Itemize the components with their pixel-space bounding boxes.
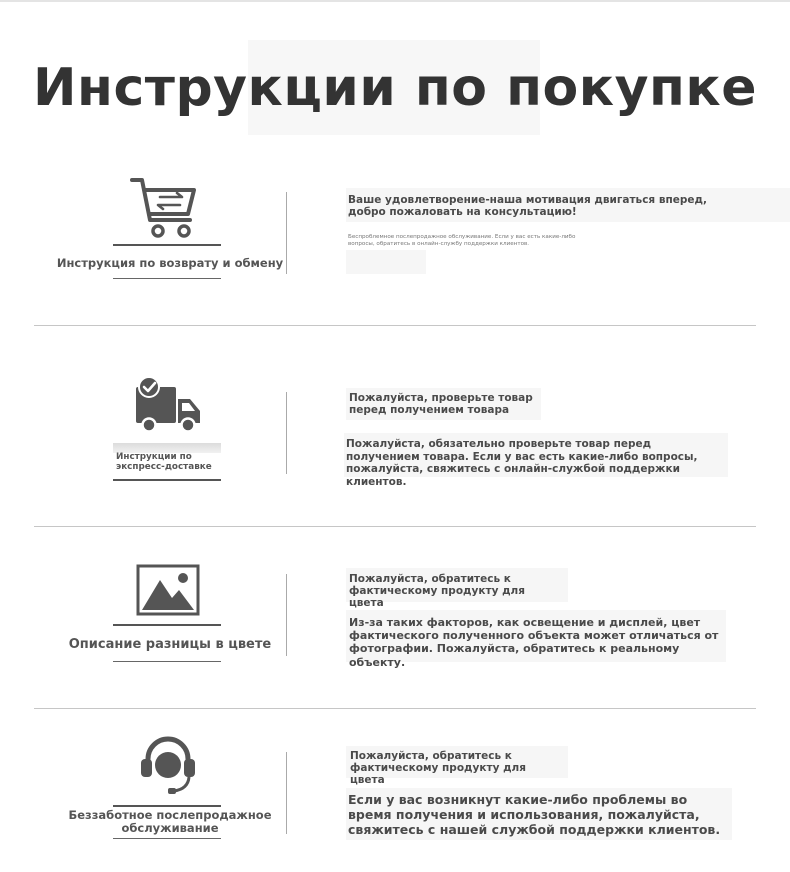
vertical-divider	[286, 192, 287, 274]
section-heading: Пожалуйста, проверьте товар перед получением товара	[349, 392, 533, 417]
page-title: Инструкции по покупке	[33, 58, 757, 118]
vertical-divider	[286, 392, 287, 474]
label-top-rule	[113, 244, 221, 246]
section-body: Беспроблемное послепродажное обслуживание. Если у вас есть какие-либо вопросы, обратитесь в онлайн-службу поддержки клиентов.	[348, 234, 576, 248]
section-label: Инструкция по возврату и обмену	[56, 256, 284, 270]
image-icon	[136, 564, 200, 616]
section-divider	[34, 325, 756, 326]
section-heading: Пожалуйста, обратитесь к фактическому продукту для цвета	[349, 573, 525, 610]
vertical-divider	[286, 574, 287, 656]
shopping-cart-icon	[128, 174, 198, 240]
top-border	[0, 0, 790, 2]
section-body: Пожалуйста, обязательно проверьте товар перед получением товара. Если у вас есть какие-либо вопросы, пожалуйста, свяжитесь с онлайн-службой поддержки клиентов.	[346, 438, 698, 488]
label-bottom-rule	[113, 838, 221, 839]
text-background	[346, 250, 426, 274]
section-divider	[34, 708, 756, 709]
section-label: Описание разницы в цвете	[68, 637, 272, 652]
section-heading: Пожалуйста, обратитесь к фактическому продукту для цвета	[350, 750, 526, 787]
label-top-rule	[113, 624, 221, 626]
section-label: Беззаботное послепродажное обслуживание	[68, 808, 272, 836]
section-divider	[34, 526, 756, 527]
vertical-divider	[286, 752, 287, 834]
label-top-rule	[113, 805, 221, 807]
headset-support-icon	[138, 733, 198, 797]
label-bottom-rule	[113, 278, 221, 279]
section-label: Инструкции по экспресс-доставке	[116, 452, 212, 473]
delivery-truck-icon	[134, 377, 204, 435]
section-heading: Ваше удовлетворение-наша мотивация двигаться вперед, добро пожаловать на консультацию!	[348, 194, 707, 219]
label-bottom-rule	[113, 479, 221, 481]
section-body: Из-за таких факторов, как освещение и дисплей, цвет фактического полученного объекта может отличаться от фотографии. Пожалуйста, обратитесь к реальному объекту.	[349, 616, 719, 669]
label-bottom-rule	[113, 661, 221, 662]
section-body: Если у вас возникнут какие-либо проблемы во время получения и использования, пожалуйста, свяжитесь с нашей службой поддержки клиентов.	[348, 792, 721, 837]
